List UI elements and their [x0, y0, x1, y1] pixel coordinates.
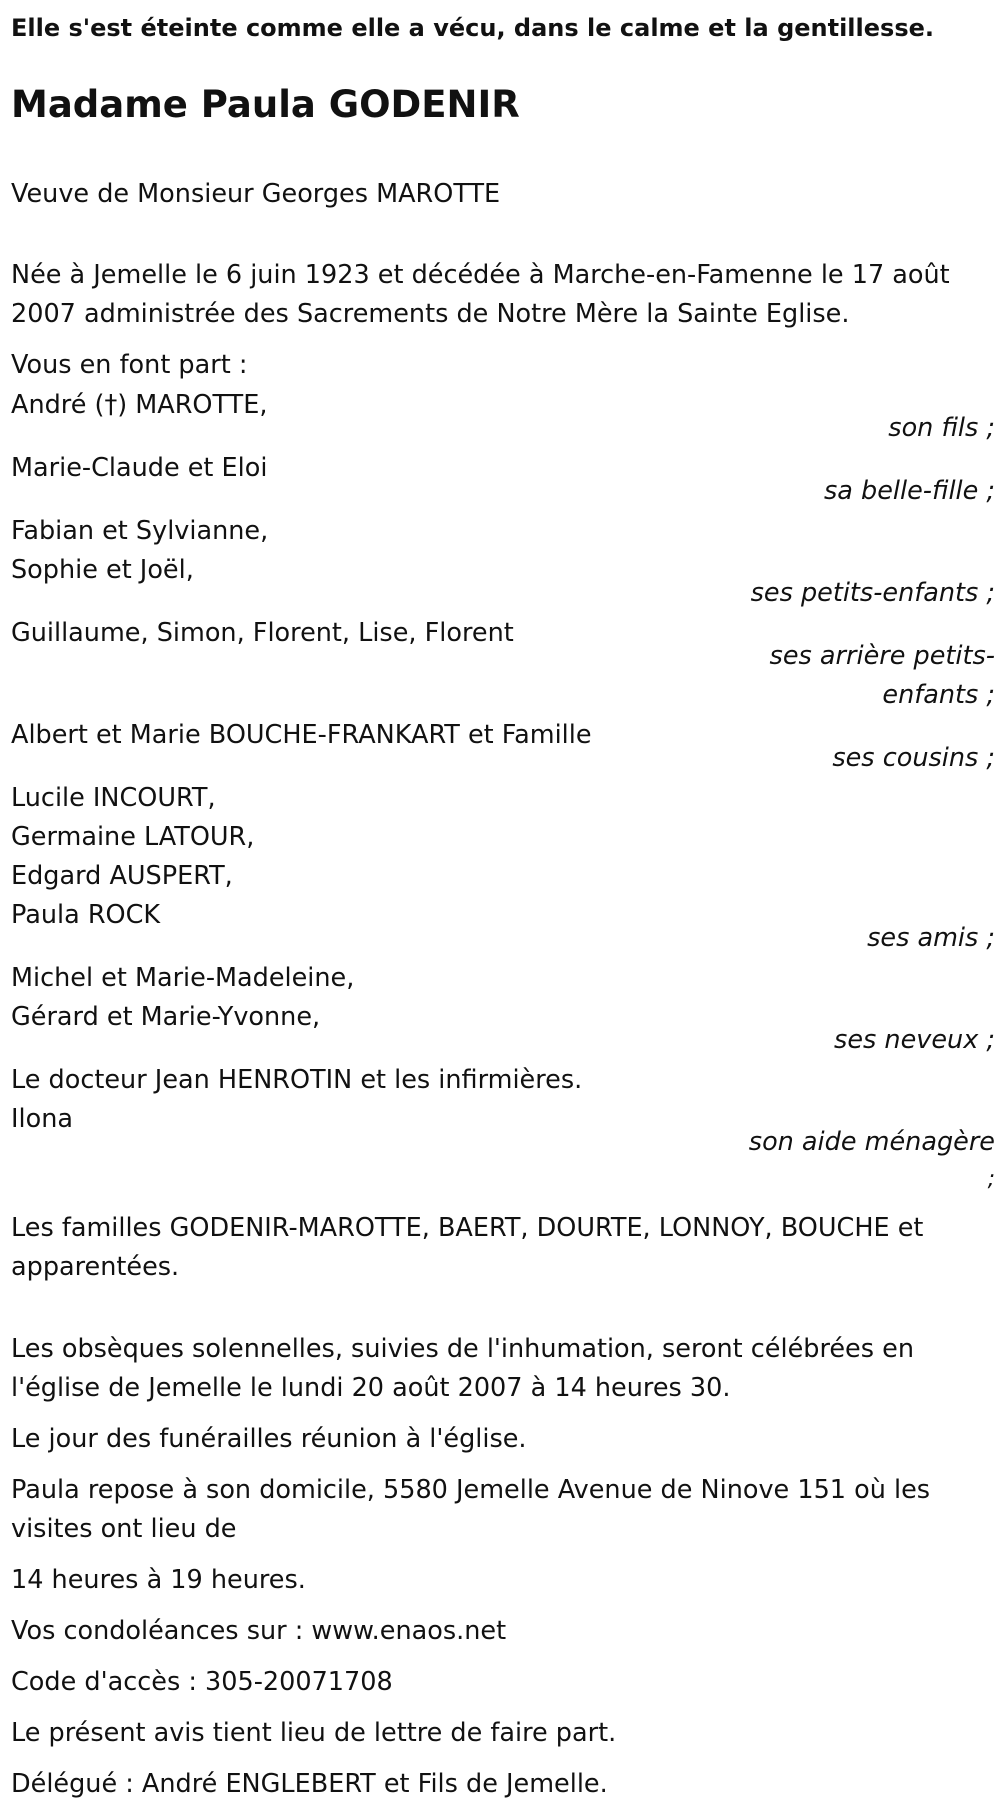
family-name: Paula ROCK — [11, 900, 161, 930]
family-relation: son aide ménagère — [748, 1127, 995, 1157]
family-name: Lucile INCOURT, — [11, 783, 216, 813]
announcers-intro: Vous en font part : — [11, 350, 248, 380]
family-relation: ses amis ; — [867, 923, 995, 953]
family-name: Germaine LATOUR, — [11, 822, 255, 852]
family-name: Le docteur Jean HENROTIN et les infirmières. — [11, 1065, 583, 1095]
family-name: Sophie et Joël, — [11, 555, 194, 585]
family-relation: ses cousins ; — [832, 743, 995, 773]
family-relation: sa belle-fille ; — [824, 476, 995, 506]
family-relation: enfants ; — [882, 680, 995, 710]
condolences: Vos condoléances sur : www.enaos.net — [11, 1616, 507, 1646]
family-name: André (†) MAROTTE, — [11, 390, 268, 420]
family-relation: ; — [987, 1167, 995, 1192]
funeral-line: Les obsèques solennelles, suivies de l'inhumation, seront célébrées en — [11, 1334, 914, 1364]
family-name: Edgard AUSPERT, — [11, 861, 233, 891]
family-name: Gérard et Marie-Yvonne, — [11, 1002, 321, 1032]
rest-line: Paula repose à son domicile, 5580 Jemelle Avenue de Ninove 151 où les — [11, 1475, 931, 1505]
widow-of: Veuve de Monsieur Georges MAROTTE — [11, 179, 501, 209]
delegate: Délégué : André ENGLEBERT et Fils de Jemelle. — [11, 1769, 608, 1799]
family-name: Fabian et Sylvianne, — [11, 516, 269, 546]
rest-line: visites ont lieu de — [11, 1514, 237, 1544]
notice: Le présent avis tient lieu de lettre de faire part. — [11, 1718, 617, 1748]
family-relation: ses arrière petits- — [769, 641, 995, 671]
funeral-line: l'église de Jemelle le lundi 20 août 2007 à 14 heures 30. — [11, 1373, 731, 1403]
families-line: apparentées. — [11, 1252, 180, 1282]
deceased-name: Madame Paula GODENIR — [11, 83, 520, 126]
family-relation: ses petits-enfants ; — [750, 578, 995, 608]
family-name: Ilona — [11, 1104, 73, 1134]
families-line: Les familles GODENIR-MAROTTE, BAERT, DOURTE, LONNOY, BOUCHE et — [11, 1213, 924, 1243]
meeting: Le jour des funérailles réunion à l'église. — [11, 1424, 527, 1454]
visiting-hours: 14 heures à 19 heures. — [11, 1565, 306, 1595]
family-relation: ses neveux ; — [834, 1025, 995, 1055]
motto: Elle s'est éteinte comme elle a vécu, dans le calme et la gentillesse. — [11, 14, 935, 42]
birth-death-line: Née à Jemelle le 6 juin 1923 et décédée à Marche-en-Famenne le 17 août — [11, 260, 950, 290]
family-name: Guillaume, Simon, Florent, Lise, Florent — [11, 618, 514, 648]
family-relation: son fils ; — [888, 413, 995, 443]
access-code: Code d'accès : 305-20071708 — [11, 1667, 393, 1697]
family-name: Albert et Marie BOUCHE-FRANKART et Famille — [11, 720, 592, 750]
family-name: Marie-Claude et Eloi — [11, 453, 268, 483]
birth-death-line: 2007 administrée des Sacrements de Notre Mère la Sainte Eglise. — [11, 299, 850, 329]
family-name: Michel et Marie-Madeleine, — [11, 963, 355, 993]
